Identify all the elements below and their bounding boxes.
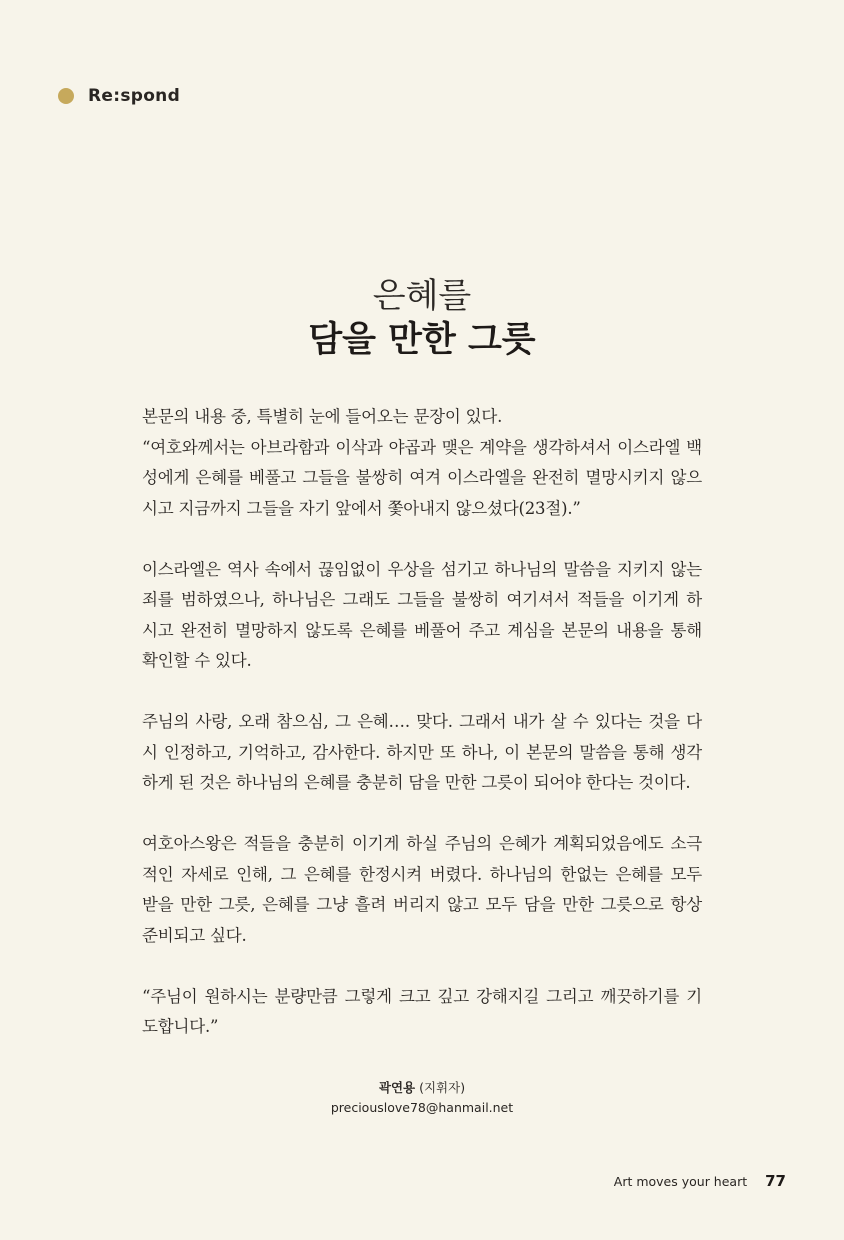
text-line: 성에게 은혜를 베풀고 그들을 불쌍히 여겨 이스라엘을 완전히 멸망시키지 않으 [142, 468, 702, 487]
text-line: “여호와께서는 아브라함과 이삭과 야곱과 맺은 계약을 생각하셔서 이스라엘 백 [142, 437, 702, 457]
section-title: Re:spond [88, 86, 181, 106]
text-line: 본문의 내용 중, 특별히 눈에 들어오는 문장이 있다. [142, 407, 503, 426]
text-line: 하게 된 것은 하나님의 은혜를 충분히 담을 만한 그릇이 되어야 한다는 것이다. [142, 773, 691, 792]
author-email[interactable]: preciouslove78@hanmail.net [330, 1100, 514, 1115]
text-line: 주님의 사랑, 오래 참으심, 그 은혜…. 맞다. 그래서 내가 살 수 있다는 것을 다 [142, 712, 702, 731]
text-line: “주님이 원하시는 분량만큼 그렇게 크고 깊고 강해지길 그리고 깨끗하기를 기 [142, 986, 702, 1006]
paragraph-4 [142, 829, 702, 951]
paragraph-5 [142, 982, 702, 1043]
text-line: 준비되고 싶다. [142, 925, 247, 945]
paragraph-2 [142, 555, 702, 677]
article-title-line2: 담을 만한 그릇 [308, 319, 536, 360]
paragraph-3 [142, 707, 702, 799]
text-line: 죄를 범하였으나, 하나님은 그래도 그들을 불쌍히 여기셔서 적들을 이기게 하 [142, 590, 702, 609]
article-body [142, 402, 702, 1073]
author-credit [0, 1078, 844, 1118]
text-line: 적인 자세로 인해, 그 은혜를 한정시켜 버렸다. 하나님의 한없는 은혜를 모두 [142, 864, 702, 884]
text-line: 시 인정하고, 기억하고, 감사한다. 하지만 또 하나, 이 본문의 말씀을 통해 생각 [142, 742, 702, 762]
text-line: 시고 완전히 멸망하지 않도록 은혜를 베풀어 주고 계심을 본문의 내용을 통해 [142, 620, 702, 640]
author-line [0, 1078, 844, 1098]
text-line: 도합니다.” [142, 1017, 219, 1036]
page-number: 77 [765, 1172, 786, 1190]
section-label [58, 86, 180, 106]
text-line: 여호아스왕은 적들을 충분히 이기게 하실 주님의 은혜가 계획되었음에도 소극 [142, 834, 702, 853]
page-footer [614, 1172, 786, 1190]
text-line: 받을 만한 그릇, 은혜를 그냥 흘려 버리지 않고 모두 담을 만한 그릇으로 항상 [142, 895, 702, 914]
footer-tagline: Art moves your heart [613, 1174, 748, 1189]
article-title-line1: 은혜를 [372, 276, 472, 316]
text-line: 확인할 수 있다. [142, 651, 252, 670]
text-line: 이스라엘은 역사 속에서 끊임없이 우상을 섬기고 하나님의 말씀을 지키지 않는 [142, 559, 702, 579]
author-role: (지휘자) [419, 1080, 466, 1095]
text-line: 시고 지금까지 그들을 자기 앞에서 쫓아내지 않으셨다(23절).” [142, 498, 581, 518]
author-name: 곽연용 [378, 1080, 416, 1095]
section-dot-icon [58, 88, 74, 104]
paragraph-1 [142, 402, 702, 524]
